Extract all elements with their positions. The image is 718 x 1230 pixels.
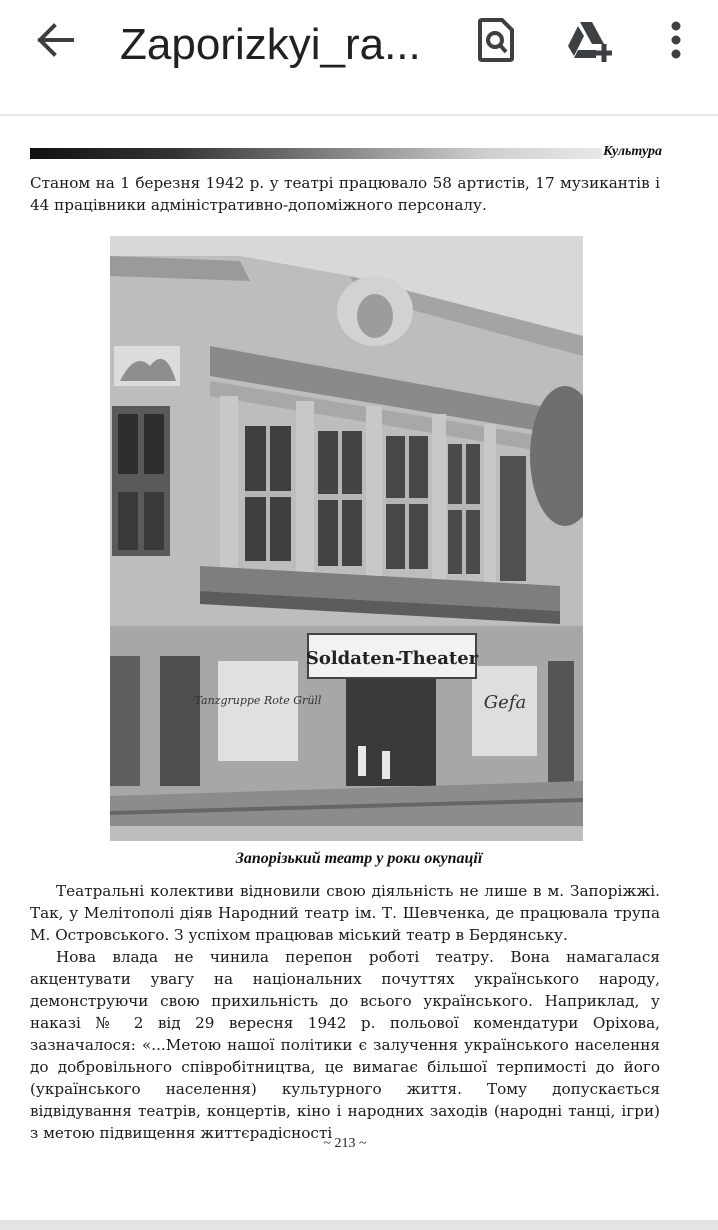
arrow-left-icon xyxy=(30,18,80,62)
left-poster-text: Tanzgruppe Rote Grüll xyxy=(194,694,322,707)
overflow-menu-button[interactable] xyxy=(656,14,696,66)
theater-photo xyxy=(110,236,583,841)
page-number: ~ 213 ~ xyxy=(323,1136,367,1151)
add-to-drive-icon xyxy=(566,14,614,66)
right-poster-text: Gefa xyxy=(483,692,527,713)
soldaten-theater-sign: Soldaten-Theater xyxy=(305,648,479,669)
app-bar xyxy=(0,0,718,116)
photo-caption: Запорізький театр у роки окупації xyxy=(235,850,483,867)
document-title: Zaporizkyi_ra... xyxy=(120,20,421,69)
back-button[interactable] xyxy=(30,18,80,62)
paragraph-3: Нова влада не чинила перепон роботі театру. Вона намагалася акцентувати увагу на національних почуттях українського народу, демонструючи свою прихильність до всього українського. Наприклад, у наказі № 2 від 29 вересня 1942 р. польової комендатури Оріхова, зазначалося: «...Метою нашої політики є залучення українського населення до добровільного співробітництва, це вимагає більшої терпимості до його (українського населення) культурного життя. Тому допускається відвідування театрів, концертів, кіно і народних заходів (народні танці, ігри) з метою підвищення життєрадісності xyxy=(30,948,660,1142)
document-page[interactable] xyxy=(0,116,718,1220)
more-vert-icon xyxy=(656,14,696,66)
bottom-edge xyxy=(0,1220,718,1230)
intro-paragraph: Станом на 1 березня 1942 р. у театрі працювало 58 артистів, 17 музикантів і 44 працівники адміністративно-допоміжного персоналу. xyxy=(30,174,660,214)
find-in-document-icon xyxy=(472,14,520,66)
header-rule xyxy=(30,148,602,159)
section-label: Культура xyxy=(603,144,662,159)
add-to-drive-button[interactable] xyxy=(566,14,614,66)
paragraph-2: Театральні колективи відновили свою діяльність не лише в м. Запоріжжі. Так, у Мелітополі діяв Народний театр ім. Т. Шевченка, де працювала трупа М. Островського. З успіхом працював міський театр в Бердянську. xyxy=(30,882,660,944)
find-in-document-button[interactable] xyxy=(472,14,520,66)
